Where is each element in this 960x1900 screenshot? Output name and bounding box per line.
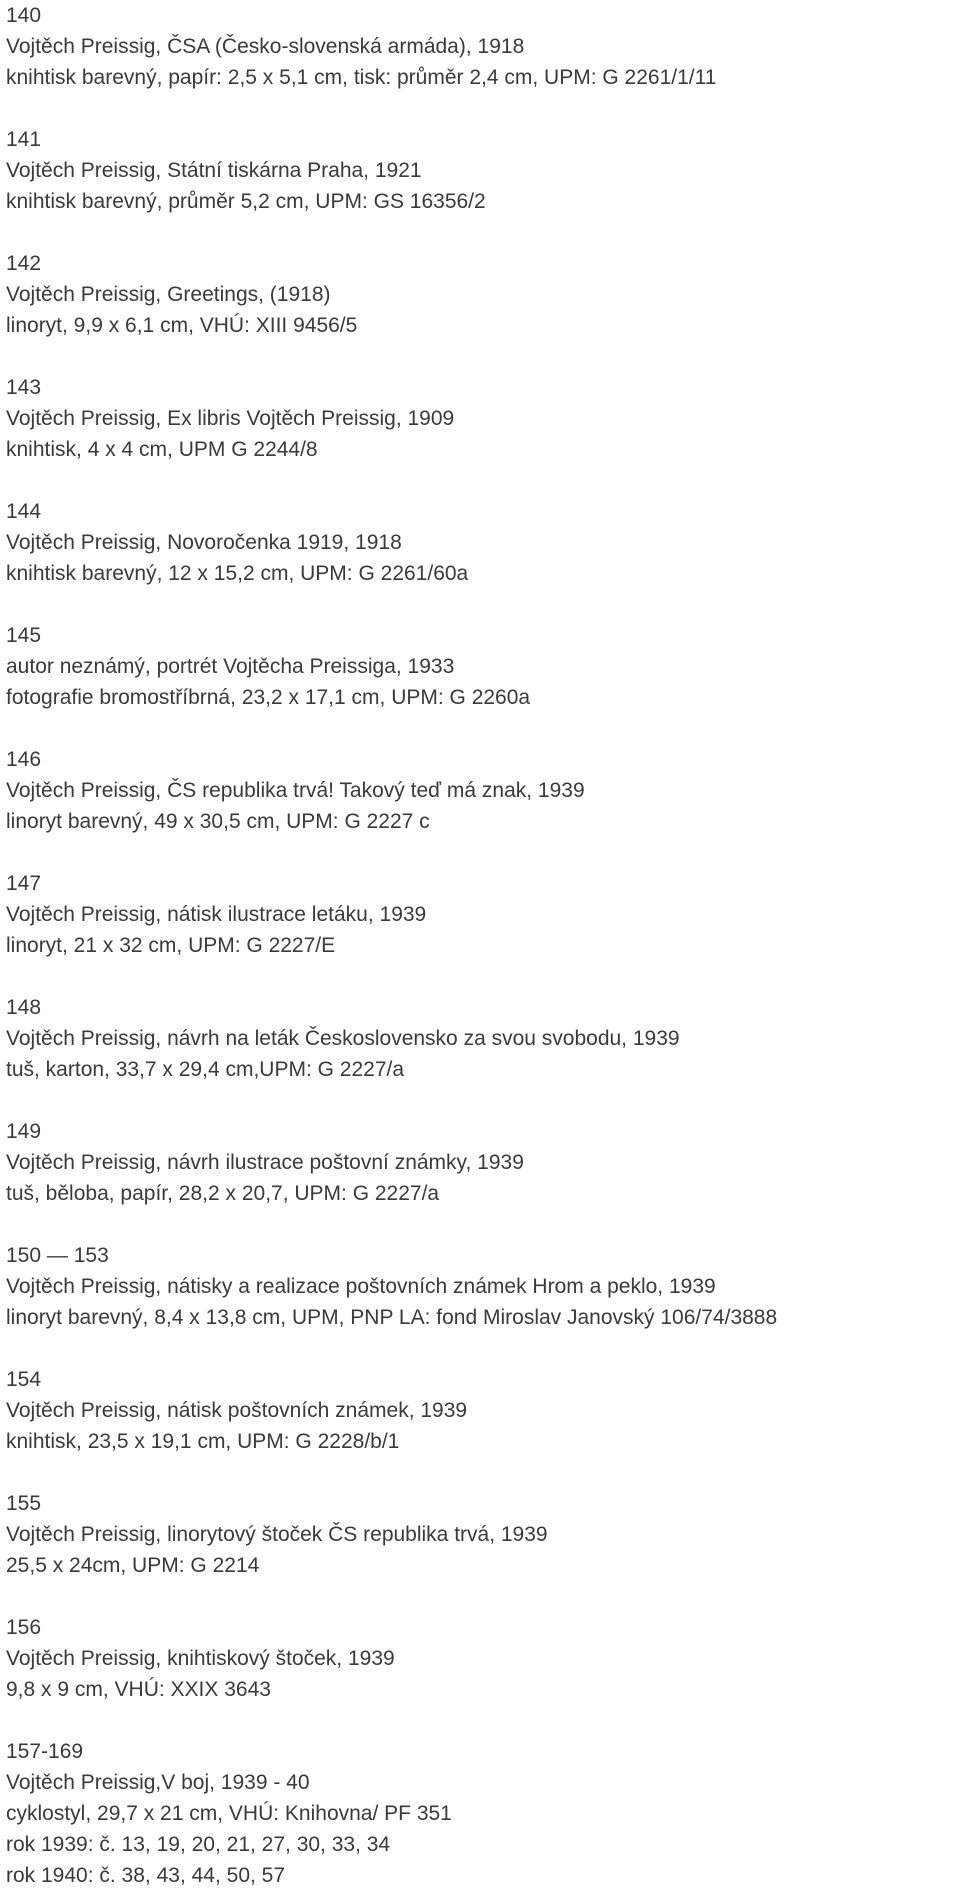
catalogue-entry [6,1364,960,1457]
entry-number: 140 [6,4,42,27]
entry-detail-line: rok 1940: č. 38, 43, 44, 50, 57 [6,1864,286,1887]
entry-detail-line: 9,8 x 9 cm, VHÚ: XXIX 3643 [6,1678,271,1701]
entry-number: 149 [6,1120,42,1143]
entry-detail-line: linoryt, 9,9 x 6,1 cm, VHÚ: XIII 9456/5 [6,314,358,337]
entry-detail-line: cyklostyl, 29,7 x 21 cm, VHÚ: Knihovna/ PF 351 [6,1802,452,1825]
entry-detail-line: tuš, karton, 33,7 x 29,4 cm,UPM: G 2227/a [6,1058,405,1081]
entry-title-line: Vojtěch Preissig,V boj, 1939 - 40 [6,1771,310,1794]
entry-title-line: autor neznámý, portrét Vojtěcha Preissiga, 1933 [6,655,455,678]
entry-number: 145 [6,624,42,647]
entry-number: 146 [6,748,42,771]
entry-title-line: Vojtěch Preissig, ČS republika trvá! Takový teď má znak, 1939 [6,779,585,802]
entry-title-line: Vojtěch Preissig, návrh ilustrace poštovní známky, 1939 [6,1151,524,1174]
catalogue-entry [6,1116,960,1209]
entry-detail-line: knihtisk barevný, papír: 2,5 x 5,1 cm, tisk: průměr 2,4 cm, UPM: G 2261/1/11 [6,66,717,89]
entry-number: 156 [6,1616,42,1639]
catalogue-entry [6,1240,960,1333]
entry-number: 154 [6,1368,42,1391]
catalogue-entry [6,0,960,93]
entry-detail-line: knihtisk barevný, průměr 5,2 cm, UPM: GS 16356/2 [6,190,486,213]
entry-number: 143 [6,376,42,399]
entry-title-line: Vojtěch Preissig, ČSA (Česko-slovenská armáda), 1918 [6,35,525,58]
entry-detail-line: fotografie bromostříbrná, 23,2 x 17,1 cm, UPM: G 2260a [6,686,531,709]
entry-title-line: Vojtěch Preissig, nátisk poštovních známek, 1939 [6,1399,468,1422]
entry-title-line: Vojtěch Preissig, nátisky a realizace poštovních známek Hrom a peklo, 1939 [6,1275,716,1298]
entry-detail-line: linoryt, 21 x 32 cm, UPM: G 2227/E [6,934,336,957]
catalogue-entry [6,992,960,1085]
catalogue-entry [6,124,960,217]
entry-detail-line: knihtisk, 23,5 x 19,1 cm, UPM: G 2228/b/1 [6,1430,400,1453]
entry-title-line: Vojtěch Preissig, Ex libris Vojtěch Preissig, 1909 [6,407,455,430]
entry-number: 144 [6,500,42,523]
catalogue-entry [6,744,960,837]
entry-number: 150 — 153 [6,1244,109,1267]
entry-detail-line: rok 1939: č. 13, 19, 20, 21, 27, 30, 33, 34 [6,1833,391,1856]
entry-detail-line: linoryt barevný, 49 x 30,5 cm, UPM: G 2227 c [6,810,430,833]
entry-number: 155 [6,1492,42,1515]
catalogue-entry [6,620,960,713]
entry-title-line: Vojtěch Preissig, návrh na leták Československo za svou svobodu, 1939 [6,1027,680,1050]
entry-number: 141 [6,128,42,151]
catalogue-entry [6,248,960,341]
entry-detail-line: 25,5 x 24cm, UPM: G 2214 [6,1554,260,1577]
entry-number: 157-169 [6,1740,84,1763]
catalogue-entry [6,1612,960,1705]
entry-number: 148 [6,996,42,1019]
entry-title-line: Vojtěch Preissig, Novoročenka 1919, 1918 [6,531,402,554]
catalogue-entry [6,1488,960,1581]
catalogue-entry [6,496,960,589]
catalogue-entry [6,372,960,465]
entry-number: 142 [6,252,42,275]
entry-title-line: Vojtěch Preissig, linorytový štoček ČS republika trvá, 1939 [6,1523,548,1546]
entry-title-line: Vojtěch Preissig, Greetings, (1918) [6,283,331,306]
entry-detail-line: tuš, běloba, papír, 28,2 x 20,7, UPM: G 2227/a [6,1182,440,1205]
entry-title-line: Vojtěch Preissig, knihtiskový štoček, 1939 [6,1647,395,1670]
entry-title-line: Vojtěch Preissig, nátisk ilustrace letáku, 1939 [6,903,427,926]
entry-title-line: Vojtěch Preissig, Státní tiskárna Praha, 1921 [6,159,422,182]
entry-detail-line: knihtisk barevný, 12 x 15,2 cm, UPM: G 2261/60a [6,562,469,585]
entry-detail-line: knihtisk, 4 x 4 cm, UPM G 2244/8 [6,438,318,461]
catalogue-entry [6,1736,960,1891]
entry-number: 147 [6,872,42,895]
catalogue-entry [6,868,960,961]
entry-detail-line: linoryt barevný, 8,4 x 13,8 cm, UPM, PNP LA: fond Miroslav Janovský 106/74/3888 [6,1306,778,1329]
